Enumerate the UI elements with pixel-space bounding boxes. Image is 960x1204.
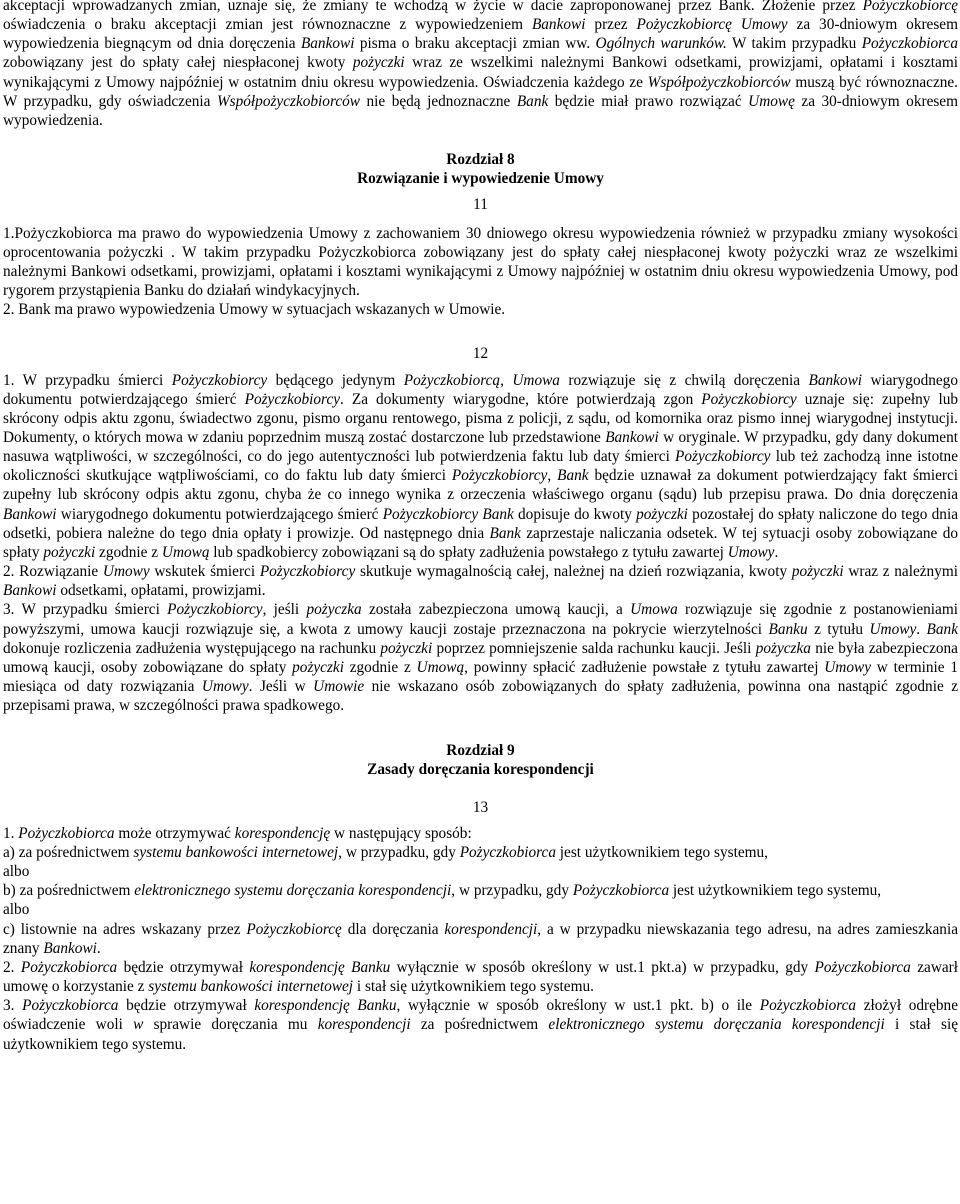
text-run: akceptacji wprowadzanych zmian, uznaje się, że zmiany te wchodzą w życie w dacie zaproponowanej przez Bank. Złożenie przez [3,0,863,14]
italic-term: pożyczki [292,658,344,676]
italic-term: Pożyczkobiorca [18,824,115,842]
italic-term: Umowy [869,620,917,638]
italic-term: Bankowi [300,35,355,53]
italic-term: Pożyczkobiorca [759,997,857,1015]
text-run: nie wskazano osób zobowiązanych do spłaty zadłużenia, powinna ona nastąpić zgodnie z przepisami prawa, w szczególności prawa spadkowego. [3,678,958,715]
italic-term: elektronicznego systemu doręczania korespondencji [134,882,452,900]
text-run: dla doręczania [341,920,445,938]
italic-term: Bankowi [808,371,863,389]
section-13-paragraph-1 [3,824,958,843]
text-run: . Za dokumenty wiarygodne, które potwierdzają zgon [340,390,702,408]
text-run: może otrzymywać [114,824,235,842]
section-13-albo-1 [3,862,958,881]
text-run: zaprzestaje naliczania odsetek. W tej sytuacji osoby zobowiązane do spłaty [3,524,958,561]
text-run: nie była zabezpieczona umową kaucji, osoby zobowiązane do spłaty [3,639,958,676]
italic-term: Pożyczkobiorcy [244,390,341,408]
text-run: W takim przypadku [726,35,862,53]
text-run: odsetkami, opłatami, prowizjami. [56,582,266,600]
text-run: złożył odrębne oświadczenie woli [3,997,958,1034]
italic-term: pożyczki [352,54,405,72]
text-run: , [547,467,558,485]
italic-term: Umowy [201,678,249,695]
italic-term: korespondencji [444,920,538,938]
text-run: , wyłącznie w sposób określony w ust.1 pkt. b) o ile [396,997,760,1015]
text-run: z tytułu [807,620,870,638]
section-12-paragraph-2 [3,562,958,600]
italic-term: elektronicznego systemu doręczania korespondencji [548,1016,885,1034]
text-run: będzie otrzymywał [118,997,255,1015]
text-run: , w przypadku, gdy [338,843,460,861]
text-run: w terminie 1 miesiąca od daty rozwiązania [3,658,959,695]
italic-term: Bank [557,467,589,485]
text-run: i stał się użytkownikiem tego systemu. [353,978,594,996]
text-run: , powinny spłacić zadłużenie powstałe z tytułu zawartej [464,658,825,676]
italic-term: korespondencję [234,824,331,842]
italic-term: Pożyczkobiorca [22,997,119,1015]
italic-term: Pożyczkobiorcą [403,371,501,389]
text-run: . [774,543,779,561]
italic-term: Bankowi [3,582,57,600]
text-run: pozostałej do spłaty naliczone do tego dnia odsetki, pobiera należne do tego dnia opłaty i prowizje. Od następnego dnia [3,505,958,542]
text-run: . [96,939,101,957]
italic-term: Współpożyczkobiorców [647,73,791,91]
text-run: lub spadkobiercy zobowiązani są do spłaty zadłużenia powstałego z tytułu zawartej [209,543,728,561]
text-run: w oryginale. W przypadku, gdy dany dokument nasuwa wątpliwości, w szczególności, co do jego autentyczności lub potwierdzenia faktu lub daty śmierci [3,428,958,466]
section-11-paragraph-2 [3,300,958,319]
text-run: skutkuje wymagalnością całej, należnej na dzień rozwiązania, kwoty [355,563,792,581]
section-11-paragraph-1 [3,224,958,301]
chapter-8-title: Rozwiązanie i wypowiedzenie Umowy [357,170,604,188]
italic-term: Pożyczkobiorcy [171,371,268,389]
text-run: będącego jedynym [267,371,404,389]
section-12-paragraph-3 [3,600,958,715]
text-run: rozwiązuje się z chwilą doręczenia [559,371,809,389]
text-run: za 30-dniowym okresem wypowiedzenia. [3,92,958,129]
section-13-paragraph-2 [3,958,958,996]
text-run: za pośrednictwem [410,1016,549,1034]
text-run: jest użytkownikiem tego systemu, [555,843,768,861]
italic-term: pożyczka [306,601,362,619]
text-run: b) za pośrednictwem [3,882,135,900]
italic-term: Ogólnych warunków. [595,35,727,53]
italic-term: Banku [768,620,808,638]
text-run: , w przypadku, gdy [451,882,573,900]
text-run: albo [3,901,30,919]
text-run: wiarygodnego dokumentu potwierdzającego śmierć [3,371,958,408]
text-run: oświadczenia o braku akceptacji zmian jest równoznaczne z wypowiedzeniem [3,16,532,34]
text-run: 3. [3,997,23,1015]
italic-term: pożyczki [43,543,96,561]
italic-term: Umową [416,658,465,676]
section-13-mark: 13 [472,798,489,816]
text-run: sprawie doręczania mu [143,1016,318,1034]
text-run: wraz z należnymi [843,563,958,581]
italic-term: korespondencji [317,1016,411,1034]
italic-term: Pożyczkobiorcę Umowy [636,16,788,34]
section-12-mark: 12 [472,345,489,363]
italic-term: Pożyczkobiorcy [675,448,771,466]
italic-term: Pożyczkobiorca [459,843,556,861]
italic-term: Pożyczkobiorcy [167,601,263,619]
italic-term: systemu bankowości internetowej [148,978,354,996]
italic-term: Umowy [102,563,150,581]
chapter-9-number: Rozdział 9 [446,742,515,760]
italic-term: w [133,1016,144,1034]
italic-term: Pożyczkobiorcy [259,563,356,581]
italic-term: Umowa [512,371,560,389]
italic-term: Pożyczkobiorcy Bank [382,505,514,523]
text-run: dokonuje rozliczenia zadłużenia występującego na rachunku [3,639,381,657]
text-run: . [916,620,927,638]
italic-term: Bank [489,524,521,542]
italic-term: Umową [161,543,210,561]
italic-term: pożyczka [755,639,811,657]
italic-term: pożyczki [791,563,844,581]
text-run: wyłącznie w sposób określony w ust.1 pkt.a) w przypadku, gdy [390,958,815,976]
text-run: zgodnie z [95,543,162,561]
section-12-paragraph-1 [3,371,958,563]
italic-term: Pożyczkobiorca [572,882,670,900]
text-run: zawarł umowę o korzystanie z [3,958,959,996]
italic-term: Pożyczkobiorcę [862,0,958,14]
text-run: dopisuje do kwoty [513,505,637,523]
text-run: jest użytkownikiem tego systemu, [669,882,882,900]
text-run: wraz ze wszelkimi należnymi Bankowi odsetkami, prowizjami, opłatami i kosztami wynikającymi z Umowy najpóźniej w ostatnim dniu okresu wypowiedzenia. Oświadczenia każdego ze [3,54,958,91]
intro-paragraph [3,0,958,130]
text-run: , jeśli [262,601,307,619]
text-run: 2. Rozwiązanie [3,563,103,581]
text-run: 2. [3,958,21,976]
chapter-9-title: Zasady doręczania korespondencji [367,761,594,779]
text-run: i stał się użytkownikiem tego systemu. [3,1016,959,1053]
italic-term: Pożyczkobiorcy [451,467,548,485]
text-run: nie będą jednoznaczne [359,92,517,110]
text-run: albo [3,863,30,881]
italic-term: Bankowi [605,428,659,446]
italic-term: systemu bankowości internetowej [133,843,339,861]
text-run: wiarygodnego dokumentu potwierdzającego śmierć [56,505,383,523]
text-run: rozwiązuje się zgodnie z postanowieniami powyższymi, umowa kaucji rozwiązuje się, a kwota z umowy kaucji zostaje przeznaczona na pokrycie wierzytelności [3,601,958,638]
text-run: muszą być równoznaczne. W przypadku, gdy oświadczenia [3,73,959,110]
text-run: c) listownie na adres wskazany przez [3,920,247,938]
italic-term: korespondencję Banku [249,958,391,976]
text-run: lub też zachodzą inne istotne okoliczności skutkujące wątpliwościami, co do faktu lub daty śmierci [3,448,958,485]
text-run: 2. Bank ma prawo wypowiedzenia Umowy w sytuacjach wskazanych w Umowie. [3,301,506,319]
chapter-8-number: Rozdział 8 [446,151,515,169]
text-run: wskutek śmierci [149,563,260,581]
italic-term: Współpożyczkobiorców [216,92,360,110]
section-13-albo-2 [3,900,958,919]
text-run: będzie uznawał za dokument potwierdzający fakt śmierci zupełny lub skrócony odpis aktu zgonu, chyba że co innego wynika z orzeczenia właściwego organu (sądu) lub przepisu prawa. Do dnia doręczenia [3,467,958,504]
italic-term: Umowę [748,92,795,110]
italic-term: Umowa [630,601,678,619]
text-run: 3. W przypadku śmierci [3,601,168,619]
text-run: pisma o braku akceptacji zmian ww. [354,35,596,53]
italic-term: Pożyczkobiorcę [246,920,342,938]
text-run: poprzez pomniejszenie salda rachunku kaucji. Jeśli [432,639,756,657]
italic-term: pożyczki [380,639,433,657]
section-13-item-c [3,920,958,958]
italic-term: Bank [926,620,958,638]
text-run: za 30-dniowym okresem wypowiedzenia biegnącym od dnia doręczenia [3,16,958,53]
text-run: zobowiązany jest do spłaty całej niespłaconej kwoty [3,54,353,72]
italic-term: Umowy [824,658,871,676]
text-run: przez [585,16,637,34]
text-run: uznaje się: zupełny lub skrócony odpis aktu zgonu, świadectwo zgonu, pismo organu rentowego, pisma z policji, z sądu, od komornika oraz pismo innej wiarygodnej instytucji. Dokumenty, o których mowa w zdaniu poprzednim muszą zostać dostarczone lub przedstawione [3,390,958,446]
italic-term: Pożyczkobiorcy [701,390,797,408]
italic-term: Bankowi [43,939,97,957]
text-run: w następujący sposób: [330,824,472,842]
text-run: zgodnie z [343,658,417,676]
italic-term: Bankowi [3,505,57,523]
text-run: . Jeśli w [248,678,314,695]
section-13-item-a [3,843,958,862]
text-run: , a w przypadku niewskazania tego adresu, na adres zamieszkania znany [3,920,958,957]
italic-term: Umowy [727,543,775,561]
text-run: a) za pośrednictwem [3,843,134,861]
text-run: 1.Pożyczkobiorca ma prawo do wypowiedzenia Umowy z zachowaniem 30 dniowego okresu wypowiedzenia również w przypadku zmiany wysokości oprocentowania pożyczki . W takim przypadku Pożyczkobiorca zobowiązany jest do spłaty całej niespłaconej kwoty pożyczki wraz ze wszelkimi należnymi Bankowi odsetkami, prowizjami, opłatami i kosztami wynikającymi z Umowy najpóźniej w ostatnim dniu okresu wypowiedzenia Umowy, pod rygorem przystąpienia Banku do działań windykacyjnych. [3,224,958,300]
text-run: została zabezpieczona umową kaucji, a [361,601,631,619]
italic-term: pożyczki [636,505,688,523]
italic-term: Bankowi [531,16,586,34]
section-13-item-b [3,881,958,900]
text-run: , [500,371,513,389]
text-run: będzie otrzymywał [117,958,250,976]
italic-term: Pożyczkobiorca [20,958,118,976]
text-run: 1. W przypadku śmierci [3,371,172,389]
italic-term: Pożyczkobiorca [814,958,911,976]
italic-term: Bank [516,92,549,110]
text-run: będzie miał prawo rozwiązać [548,92,749,110]
italic-term: Pożyczkobiorca [861,35,958,53]
section-11-mark: 11 [473,196,488,214]
section-13-paragraph-3 [3,996,958,1053]
italic-term: Umowie [313,678,365,695]
text-run: 1. [3,824,19,842]
italic-term: korespondencję Banku [254,997,397,1015]
